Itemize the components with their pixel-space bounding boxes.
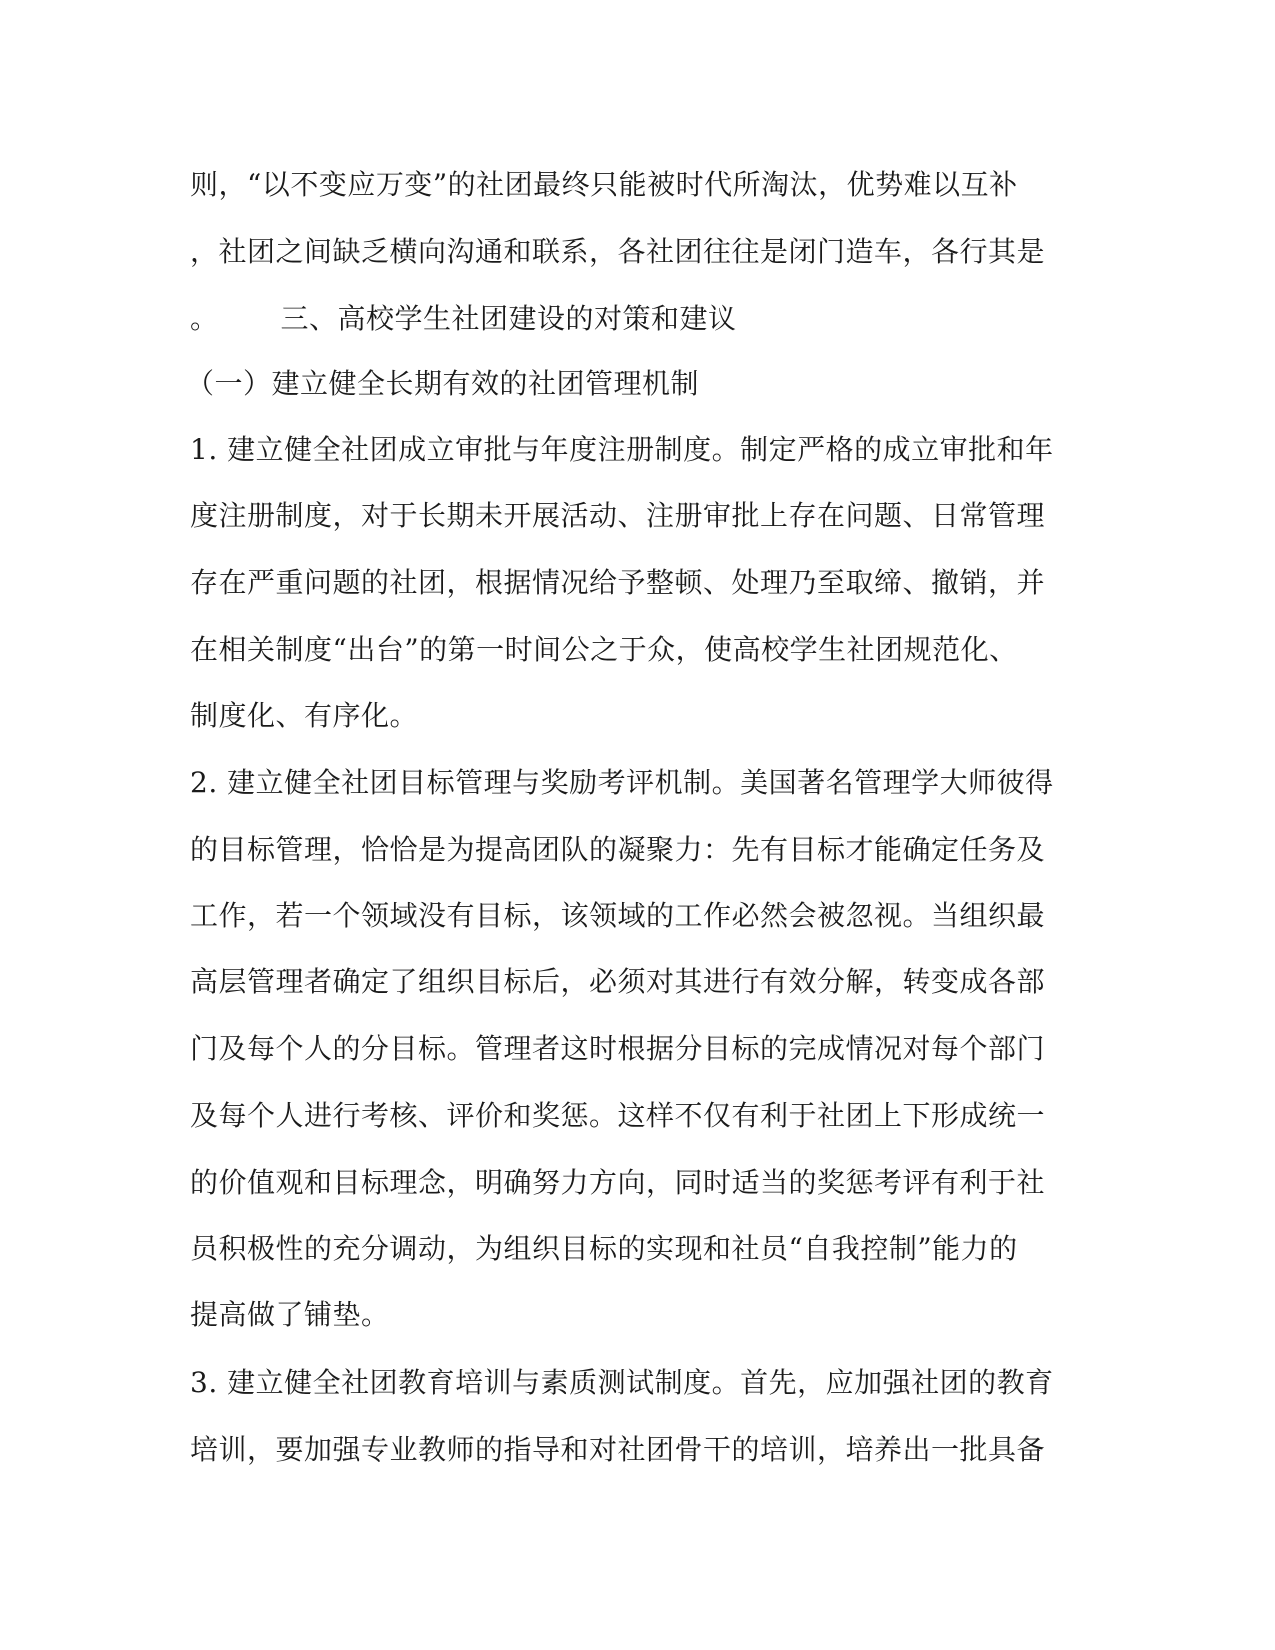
paragraph-line: 2. 建立健全社团目标管理与奖励考评机制。美国著名管理学大师彼得 xyxy=(190,766,1054,799)
paragraph-line: 高层管理者确定了组织目标后，必须对其进行有效分解，转变成各部 xyxy=(190,965,1046,998)
paragraph-line: 提高做了铺垫。 xyxy=(190,1298,390,1331)
paragraph-line: 制度化、有序化。 xyxy=(190,699,419,732)
paragraph-line: 在相关制度“出台”的第一时间公之于众，使高校学生社团规范化、 xyxy=(190,633,1018,666)
paragraph-line: 的价值观和目标理念，明确努力方向，同时适当的奖惩考评有利于社 xyxy=(190,1166,1046,1199)
paragraph-line: 门及每个人的分目标。管理者这时根据分目标的完成情况对每个部门 xyxy=(190,1032,1046,1065)
paragraph-line: 1. 建立健全社团成立审批与年度注册制度。制定严格的成立审批和年 xyxy=(190,433,1054,466)
paragraph-line: 工作，若一个领域没有目标，该领域的工作必然会被忽视。当组织最 xyxy=(190,899,1046,932)
paragraph-line: 3. 建立健全社团教育培训与素质测试制度。首先，应加强社团的教育 xyxy=(190,1366,1054,1399)
section-heading: 三、高校学生社团建设的对策和建议 xyxy=(280,302,737,335)
paragraph-line: 及每个人进行考核、评价和奖惩。这样不仅有利于社团上下形成统一 xyxy=(190,1099,1046,1132)
paragraph-line: 存在严重问题的社团，根据情况给予整顿、处理乃至取缔、撤销，并 xyxy=(190,566,1046,599)
paragraph-line: 的目标管理，恰恰是为提高团队的凝聚力：先有目标才能确定任务及 xyxy=(190,833,1046,866)
paragraph-end-mark: 。 xyxy=(190,302,219,335)
paragraph-line: 度注册制度，对于长期未开展活动、注册审批上存在问题、日常管理 xyxy=(190,499,1046,532)
subsection-heading: （一）建立健全长期有效的社团管理机制 xyxy=(186,367,700,400)
paragraph-line: 员积极性的充分调动，为组织目标的实现和社员“自我控制”能力的 xyxy=(190,1232,1018,1265)
paragraph-line: 培训，要加强专业教师的指导和对社团骨干的培训，培养出一批具备 xyxy=(190,1433,1046,1466)
paragraph-line: ，社团之间缺乏横向沟通和联系，各社团往往是闭门造车，各行其是 xyxy=(190,235,1046,268)
paragraph-line: 则，“以不变应万变”的社团最终只能被时代所淘汰，优势难以互补 xyxy=(190,168,1018,201)
paragraph-line xyxy=(190,301,1070,337)
